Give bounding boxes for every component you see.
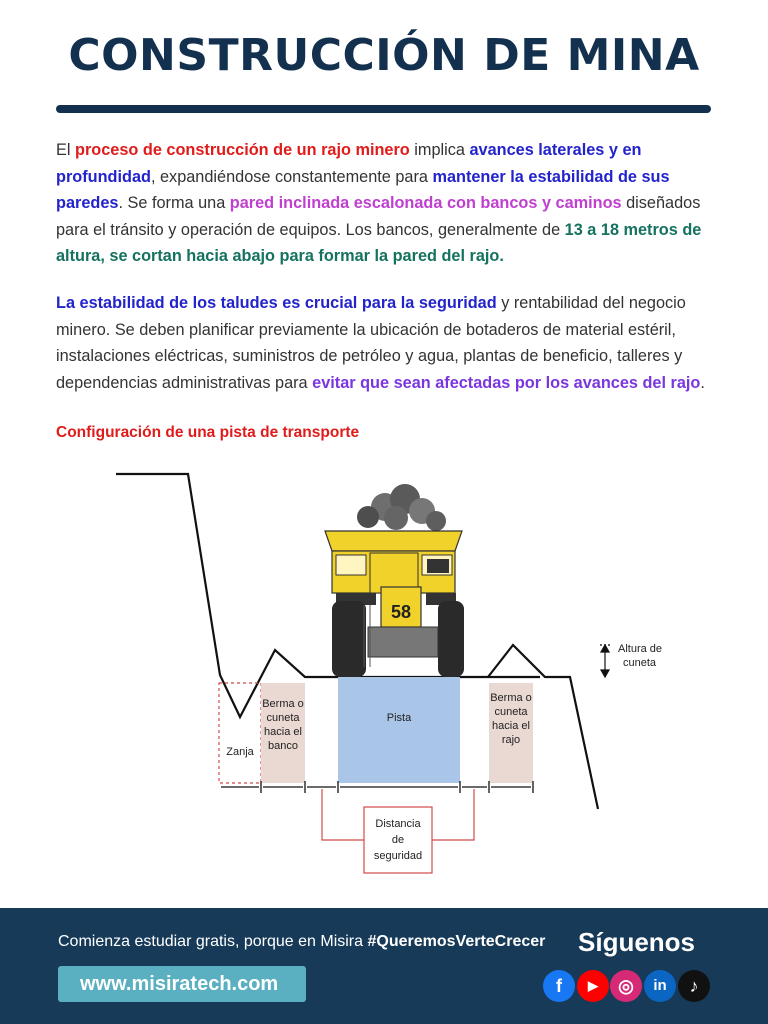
p2-highlight-safety: La estabilidad de los taludes es crucial para la seguridad [56,294,497,312]
safety-bracket-right [432,789,474,840]
left-wall-profile [116,474,540,717]
intro-paragraph [56,137,716,270]
follow-heading: Síguenos [578,927,696,957]
altura-label-2: cuneta [623,657,657,669]
p1-text-9: diseñados para el tránsito y operación de equipos. Los bancos, generalmente de [56,194,701,239]
altura-arrow [600,645,610,677]
zanja-label: Zanja [226,746,254,758]
p1-text-5: , expandiéndose constantemente para [150,167,433,186]
p1-text-3: implica [409,141,470,159]
facebook-glyph: f [556,976,562,996]
slogan-prefix: Comienza estudiar gratis, porque en Misira [58,933,368,950]
berma-banco-label-4: banco [268,740,298,752]
diagram-heading: Configuración de una pista de transporte [56,424,360,441]
distancia-label-3: seguridad [373,850,423,862]
website-link[interactable]: www.misiratech.com [58,966,306,1002]
altura-label-1: Altura de [618,643,663,655]
berma-rajo-label-2: cuneta [494,706,528,718]
footer-slogan [58,933,545,951]
safety-paragraph [56,290,716,396]
distancia-label-1: Distancia [375,818,421,830]
tiktok-glyph: ♪ [689,976,699,996]
slogan-hashtag: #QueremosVerteCrecer [367,933,546,950]
berma-rajo-label-3: hacia el [492,720,530,732]
haul-road-diagram [100,455,680,895]
zanja-zone [219,683,261,783]
instagram-glyph: ◎ [618,976,634,996]
distancia-label-2: de [391,834,405,846]
p2-text-2: y rentabilidad del negocio minero. Se deben planificar previamente la ubicación de botaderos de material estéril, instalaciones eléctricas, suministros de petróleo y agua, plantas de beneficio, talleres y dependencias administrativas para [56,294,686,392]
page-title: CONSTRUCCIÓN DE MINA [68,30,700,81]
pista-label: Pista [386,712,412,724]
berma-banco-label-3: hacia el [264,726,302,738]
instagram-icon[interactable] [610,970,642,1002]
facebook-icon[interactable] [543,970,575,1002]
p2-highlight-avoid: evitar que sean afectadas por los avances del rajo [312,373,701,392]
tiktok-icon[interactable] [678,970,710,1002]
title-divider [56,105,711,113]
truck-number: 58 [390,602,412,622]
youtube-icon[interactable] [577,970,609,1002]
p1-highlight-process: proceso de construcción de un rajo minero [75,141,410,159]
berma-rajo-label-4: rajo [501,734,521,746]
p1-highlight-benches: 13 a 18 metros de altura, se cortan hacia abajo para formar la pared del rajo. [56,220,702,265]
berma-rajo-label-1: Berma o [490,692,532,704]
p1-text-1: El [56,141,76,159]
youtube-glyph: ▶ [588,978,598,993]
berma-banco-label-2: cuneta [266,712,300,724]
pista-zone [338,677,460,783]
p2-text-4: . [700,373,705,392]
safety-bracket [322,789,364,840]
p1-highlight-wall: pared inclinada escalonada con bancos y caminos [229,194,622,212]
haul-truck-icon [325,484,464,677]
p1-highlight-advances: avances laterales y en profundidad [56,141,642,186]
linkedin-icon[interactable] [644,970,676,1002]
berma-banco-label-1: Berma o [262,698,304,710]
p1-highlight-stability: mantener la estabilidad de sus paredes [56,167,670,212]
p1-text-7: . Se forma una [118,194,230,212]
linkedin-glyph: in [653,977,667,994]
